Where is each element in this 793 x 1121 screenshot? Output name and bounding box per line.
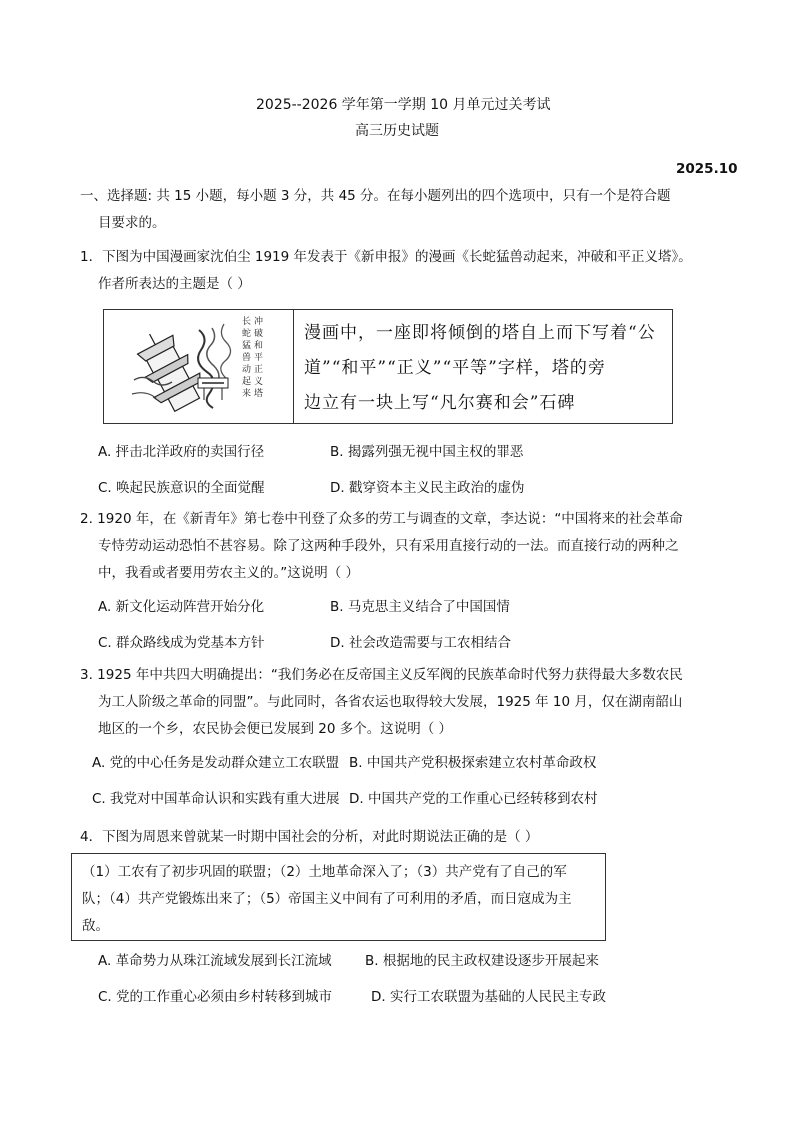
q3-option-a[interactable]: A. 党的中心任务是发动群众建立工农联盟 xyxy=(92,755,340,771)
q1-option-d[interactable]: D. 戳穿资本主义民主政治的虚伪 xyxy=(330,480,525,496)
q2-stem-line2: 专恃劳动运动恐怕不甚容易。除了这两种手段外，只有采用直接行动的一法。而直接行动的两种之 xyxy=(98,538,679,554)
svg-text:兽: 兽 xyxy=(242,353,252,363)
exam-title: 2025--2026 学年第一学期 10 月单元过关考试 xyxy=(256,97,551,113)
q1-option-c[interactable]: C. 唤起民族意识的全面觉醒 xyxy=(98,480,265,496)
q4-stem-line1: 4．下图为周恩来曾就某一时期中国社会的分析，对此时期说法正确的是（ ） xyxy=(80,829,539,845)
svg-text:蛇: 蛇 xyxy=(242,329,252,339)
svg-text:起: 起 xyxy=(242,377,252,387)
q4-quote-line3: 敌。 xyxy=(82,918,109,934)
q1-stem-line1: 1．下图为中国漫画家沈伯尘 1919 年发表于《新申报》的漫画《长蛇猛兽动起来，冲破和平正义塔》。 xyxy=(80,249,692,265)
q1-stem-line2: 作者所表达的主题是（ ） xyxy=(98,276,251,292)
q4-quote-line1: （1）工农有了初步巩固的联盟；（2）土地革命深入了；（3）共产党有了自己的军 xyxy=(82,864,567,880)
q1-cartoon-desc-line2: 道”“和平”“正义”“平等”字样，塔的旁 xyxy=(304,358,606,378)
q2-option-a[interactable]: A. 新文化运动阵营开始分化 xyxy=(98,599,265,615)
svg-text:动: 动 xyxy=(242,365,252,375)
q2-stem-line3: 中，我看或者要用劳农主义的。”这说明（ ） xyxy=(98,565,360,581)
cartoon-illustration xyxy=(104,310,294,423)
svg-text:正: 正 xyxy=(254,365,264,375)
svg-text:平: 平 xyxy=(254,353,264,363)
q4-quote-line2: 队；（4）共产党锻炼出来了；（5）帝国主义中间有了可利用的矛盾，而日寇成为主 xyxy=(82,891,572,907)
q3-stem-line2: 为工人阶级之革命的同盟”。与此同时，各省农运也取得较大发展，1925 年 10 月，仅在湖南韶山 xyxy=(98,694,683,710)
q4-quote-box xyxy=(71,853,606,941)
subject-title: 高三历史试题 xyxy=(355,123,439,139)
svg-text:长: 长 xyxy=(242,317,252,327)
q4-option-b[interactable]: B. 根据地的民主政权建设逐步开展起来 xyxy=(365,953,599,969)
q3-option-d[interactable]: D. 中国共产党的工作重心已经转移到农村 xyxy=(349,791,598,807)
svg-text:破: 破 xyxy=(254,329,264,339)
q3-stem-line1: 3. 1925 年中共四大明确提出：“我们务必在反帝国主义反军阀的民族革命时代努力获得最大多数农民 xyxy=(80,667,683,683)
svg-text:猛: 猛 xyxy=(242,341,252,351)
svg-text:义: 义 xyxy=(254,377,264,387)
q1-option-a[interactable]: A. 抨击北洋政府的卖国行径 xyxy=(98,444,265,460)
q4-option-c[interactable]: C. 党的工作重心必须由乡村转移到城市 xyxy=(98,989,333,1005)
q1-cartoon-description xyxy=(304,316,669,421)
svg-text:来: 来 xyxy=(242,389,252,399)
q2-option-c[interactable]: C. 群众路线成为党基本方针 xyxy=(98,635,265,651)
section-heading-line1: 一、选择题: 共 15 小题，每小题 3 分，共 45 分。在每小题列出的四个选项中，只有一个是符合题 xyxy=(80,188,671,204)
section-heading-line2: 目要求的。 xyxy=(98,215,166,231)
q3-option-c[interactable]: C. 我党对中国革命认识和实践有重大进展 xyxy=(92,791,340,807)
q3-option-b[interactable]: B. 中国共产党积极探索建立农村革命政权 xyxy=(349,755,597,771)
exam-date: 2025.10 xyxy=(676,161,738,177)
q3-stem-line3: 地区的一个乡，农民协会便已发展到 20 多个。这说明（ ） xyxy=(98,721,453,737)
q2-option-d[interactable]: D. 社会改造需要与工农相结合 xyxy=(330,635,511,651)
svg-text:和: 和 xyxy=(254,341,264,351)
svg-text:冲: 冲 xyxy=(254,317,264,327)
q1-cartoon-desc-line3: 边立有一块上写“凡尔赛和会”石碑 xyxy=(304,393,576,413)
q2-stem-line1: 2. 1920 年，在《新青年》第七卷中刊登了众多的劳工与调查的文章，李达说：“中国将来的社会革命 xyxy=(80,511,683,527)
q1-option-b[interactable]: B. 揭露列强无视中国主权的罪恶 xyxy=(330,444,524,460)
q1-cartoon-desc-line1: 漫画中，一座即将倾倒的塔自上而下写着“公 xyxy=(304,323,656,343)
svg-text:塔: 塔 xyxy=(254,389,264,399)
q1-cartoon-box xyxy=(103,309,673,424)
q4-option-d[interactable]: D. 实行工农联盟为基础的人民民主专政 xyxy=(371,989,606,1005)
q2-option-b[interactable]: B. 马克思主义结合了中国国情 xyxy=(330,599,510,615)
q4-option-a[interactable]: A. 革命势力从珠江流域发展到长江流域 xyxy=(98,953,332,969)
